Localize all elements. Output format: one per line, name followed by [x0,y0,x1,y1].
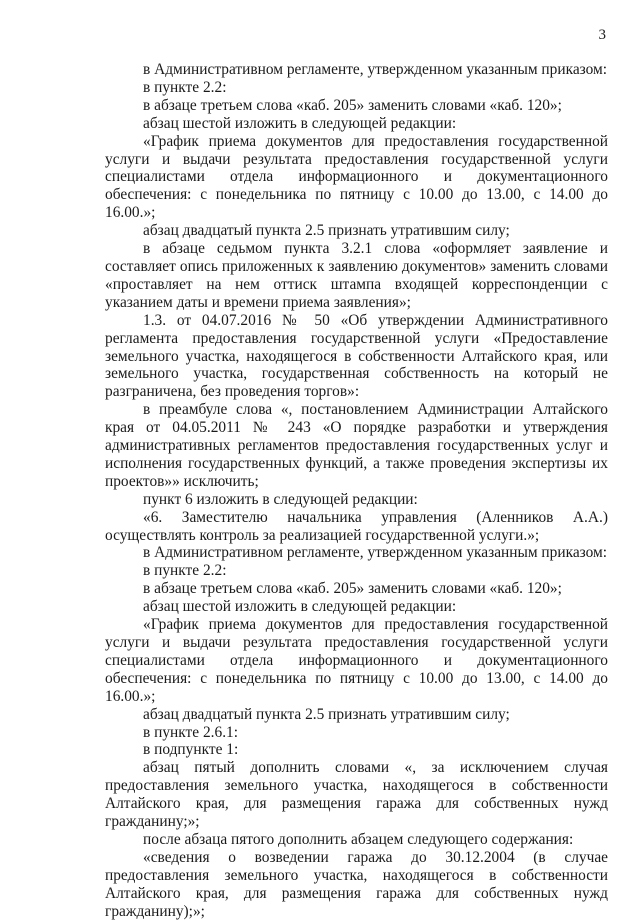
paragraph: абзац двадцатый пункта 2.5 признать утратившим силу; [143,222,510,240]
paragraph: в преамбуле слова «, постановлением Администрации Алтайского края от 04.05.2011 № 243 «О порядке разработки и утверждения административных регламентов предоставления государственных услуг и исполнения государственных функций, а также проведения экспертизы их проектов»» исключить; [105,401,608,490]
paragraph: после абзаца пятого дополнить абзацем следующего содержания: [143,830,574,848]
paragraph: абзац шестой изложить в следующей редакции: [143,114,457,132]
paragraph: «6. Заместителю начальника управления (Аленников А.А.) осуществлять контроль за реализацией государственной услуги.»; [105,508,608,544]
paragraph: в пункте 2.2: [143,78,227,96]
paragraph: абзац шестой изложить в следующей редакции: [143,598,457,616]
paragraph: в абзаце седьмом пункта 3.2.1 слова «оформляет заявление и составляет опись приложенных к заявлению документов» заменить словами «проставляет на нем оттиск штампа входящей корреспонденции с указанием даты и времени приема заявления»; [105,240,608,311]
page-number: 3 [598,27,606,43]
document-body [105,61,608,921]
paragraph: пункт 6 изложить в следующей редакции: [143,490,418,508]
paragraph: 1.3. от 04.07.2016 № 50 «Об утверждении Административного регламента предоставления государственной услуги «Предоставление земельного участка, находящегося в собственности Алтайского края, или земельного участка, государственная собственность на который не разграничена, без проведения торгов»: [105,311,608,401]
paragraph: «График приема документов для предоставления государственной услуги и выдачи результата предоставления государственной услуги специалистами отдела информационного и документационного обеспечения: с понедельника по пятницу с 10.00 до 13.00, с 14.00 до 16.00.»; [105,616,608,705]
paragraph: в Административном регламенте, утвержденном указанным приказом: [143,544,608,562]
paragraph: в пункте 2.6.1: [143,723,239,741]
paragraph: абзац двадцатый пункта 2.5 признать утратившим силу; [143,705,510,723]
paragraph: в абзаце третьем слова «каб. 205» заменить словами «каб. 120»; [143,96,562,114]
paragraph: «График приема документов для предоставления государственной услуги и выдачи результата предоставления государственной услуги специалистами отдела информационного и документационного обеспечения: с понедельника по пятницу с 10.00 до 13.00, с 14.00 до 16.00.»; [105,132,608,222]
paragraph: в пункте 2.2: [143,562,227,580]
paragraph: «сведения о возведении гаража до 30.12.2004 (в случае предоставления земельного участка, находящегося в собственности Алтайского края, для размещения гаража для собственных нужд гражданину);»; [105,848,608,920]
paragraph: в Административном регламенте, утвержденном указанным приказом: [143,61,608,78]
paragraph: в абзаце третьем слова «каб. 205» заменить словами «каб. 120»; [143,580,562,598]
paragraph: в подпункте 1: [143,741,239,759]
paragraph: абзац пятый дополнить словами «, за исключением случая предоставления земельного участка, находящегося в собственности Алтайского края, для размещения гаража для собственных нужд гражданину;»; [105,759,608,831]
